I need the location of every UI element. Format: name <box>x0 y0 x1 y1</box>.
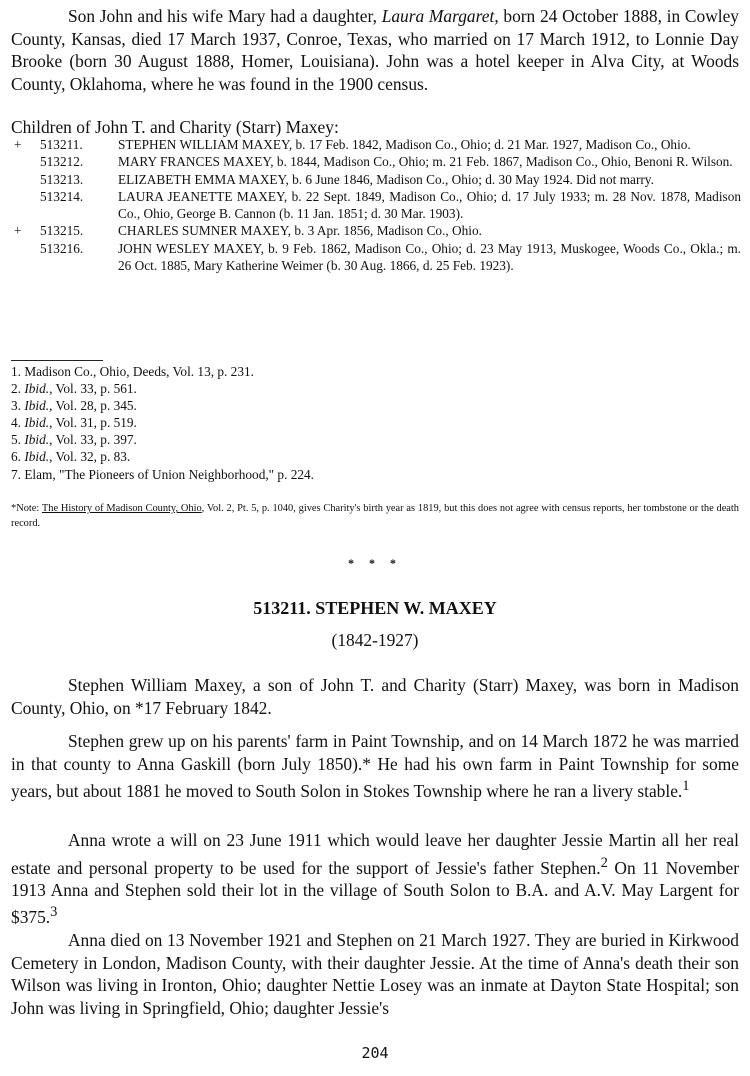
daughter-name: Laura Margaret <box>381 6 495 26</box>
footnote-ibid: Ibid. <box>24 432 50 448</box>
child-number: 513216. <box>40 240 84 256</box>
paragraph-text: Anna died on 13 November 1921 and Stephen on 21 March 1927. They are buried in Kirkwood Cemetery in London, Madison County, with their daughter Jessie. At the time of Anna's death their son Wilson was living in Ironton, Ohio; daughter Nettie Losey was an inmate at Dayton State Hospital; son John was living in Springfield, Ohio; daughter Jessie's <box>11 930 739 1018</box>
body-paragraph <box>11 674 739 719</box>
footnote-number: 2. <box>11 381 21 397</box>
footnote-number: 3. <box>11 398 21 414</box>
footnote-number: 6. <box>11 449 21 465</box>
child-text: STEPHEN WILLIAM MAXEY, b. 17 Feb. 1842, Madison Co., Ohio; d. 21 Mar. 1927, Madison Co., Ohio. <box>118 137 691 152</box>
note-source-title: The History of Madison County, Ohio <box>41 503 202 514</box>
child-number: 513215. <box>40 223 84 239</box>
child-text: ELIZABETH EMMA MAXEY, b. 6 June 1846, Madison Co., Ohio; d. 30 May 1924. Did not marry. <box>118 171 654 187</box>
children-list <box>14 136 741 274</box>
child-entry <box>14 240 741 275</box>
child-number: 513212. <box>40 154 84 170</box>
asterisk-note <box>11 501 739 531</box>
footnote-ref: 3 <box>50 904 58 921</box>
paragraph-text-continued: On 11 November 1913 Anna and Stephen sold their lot in the village of South Solon to B.A. and A.V. May Largent for $375. <box>11 857 739 928</box>
body-paragraph <box>11 829 739 929</box>
footnote-ibid: Ibid. <box>24 398 50 414</box>
child-text: LAURA JEANETTE MAXEY, b. 22 Sept. 1849, Madison Co., Ohio; d. 17 July 1933; m. 28 Nov. 1878, Madison Co., Ohio, George B. Cannon (b. 11 Jan. 1851; d. 30 Mar. 1903). <box>118 188 741 222</box>
child-entry <box>14 222 741 239</box>
paragraph-text: Anna wrote a will on 23 June 1911 which would leave her daughter Jessie Martin all her real estate and personal property to be used for the support of Jessie's father Stephen. <box>11 830 739 878</box>
footnote-ibid: Ibid. <box>24 415 50 431</box>
children-heading: Children of John T. and Charity (Starr) Maxey: <box>11 117 339 137</box>
footnote <box>11 363 314 380</box>
child-entry <box>14 153 741 170</box>
body-paragraph <box>11 730 739 802</box>
section-separator: * * * <box>348 556 402 570</box>
footnote-text: , Vol. 32, p. 83. <box>49 449 131 465</box>
intro-text-before: Son John and his wife Mary had a daughter, <box>68 6 382 26</box>
descendant-marker: + <box>14 223 22 239</box>
child-entry <box>14 171 741 188</box>
footnote-text: , Vol. 28, p. 345. <box>49 398 137 414</box>
child-entry <box>14 136 741 153</box>
note-prefix: *Note: <box>11 503 42 514</box>
footnote <box>11 380 314 397</box>
child-number: 513214. <box>40 188 84 204</box>
child-entry <box>14 188 741 223</box>
child-number: 513213. <box>40 171 84 187</box>
footnote-number: 5. <box>11 432 21 448</box>
footnote-divider <box>11 360 103 361</box>
section-years: (1842-1927) <box>331 630 419 650</box>
footnote-text: , Vol. 33, p. 561. <box>49 381 137 397</box>
body-paragraph <box>11 929 739 1019</box>
footnote <box>11 448 314 465</box>
section-title: 513211. STEPHEN W. MAXEY <box>253 598 497 618</box>
footnote-number: 1. <box>11 364 21 379</box>
page-number: 204 <box>361 1044 389 1062</box>
footnote-ibid: Ibid. <box>24 449 50 465</box>
paragraph-text: Stephen William Maxey, a son of John T. and Charity (Starr) Maxey, was born in Madison County, Ohio, on *17 February 1842. <box>11 675 739 718</box>
footnote-number: 4. <box>11 415 21 431</box>
footnote-ref: 2 <box>600 854 608 871</box>
footnote-text: Elam, "The Pioneers of Union Neighborhood," p. 224. <box>24 466 314 482</box>
footnote <box>11 431 314 448</box>
intro-text-after: , born 24 October 1888, in Cowley County, Kansas, died 17 March 1937, Conroe, Texas, who married on 17 March 1912, to Lonnie Day Brooke (born 30 August 1888, Homer, Louisiana). John was a hotel keeper in Alva City, at Woods County, Oklahoma, where he was found in the 1900 census. <box>11 6 740 94</box>
footnote-number: 7. <box>11 466 21 482</box>
footnote <box>11 397 314 414</box>
footnote-ibid: Ibid. <box>24 381 50 397</box>
child-text: CHARLES SUMNER MAXEY, b. 3 Apr. 1856, Madison Co., Ohio. <box>118 223 482 239</box>
child-text: JOHN WESLEY MAXEY, b. 9 Feb. 1862, Madison Co., Ohio; d. 23 May 1913, Muskogee, Woods Co., Okla.; m. 26 Oct. 1885, Mary Katherine Weimer (b. 30 Aug. 1866, d. 25 Feb. 1923). <box>118 240 741 274</box>
footnote <box>11 414 314 431</box>
footnote-text: Madison Co., Ohio, Deeds, Vol. 13, p. 231. <box>24 364 254 379</box>
paragraph-text: Stephen grew up on his parents' farm in Paint Township, and on 14 March 1872 he was married in that county to Anna Gaskill (born July 1850).* He had his own farm in Paint Township for some years, but about 1881 he moved to South Solon in Stokes Township where he ran a livery stable. <box>11 731 739 801</box>
child-text: MARY FRANCES MAXEY, b. 1844, Madison Co., Ohio; m. 21 Feb. 1867, Madison Co., Ohio, Benoni R. Wilson. <box>118 154 733 170</box>
footnote-list <box>11 363 314 483</box>
footnote-text: , Vol. 31, p. 519. <box>49 415 137 431</box>
footnote <box>11 466 314 483</box>
intro-paragraph <box>11 5 739 95</box>
note-text: , Vol. 2, Pt. 5, p. 1040, gives Charity's birth year as 1819, but this does not agree with census reports, her tombstone or the death record. <box>11 503 739 529</box>
descendant-marker: + <box>14 137 22 152</box>
child-number: 513211. <box>40 137 83 152</box>
footnote-ref: 1 <box>682 778 690 794</box>
footnote-text: , Vol. 33, p. 397. <box>49 432 137 448</box>
